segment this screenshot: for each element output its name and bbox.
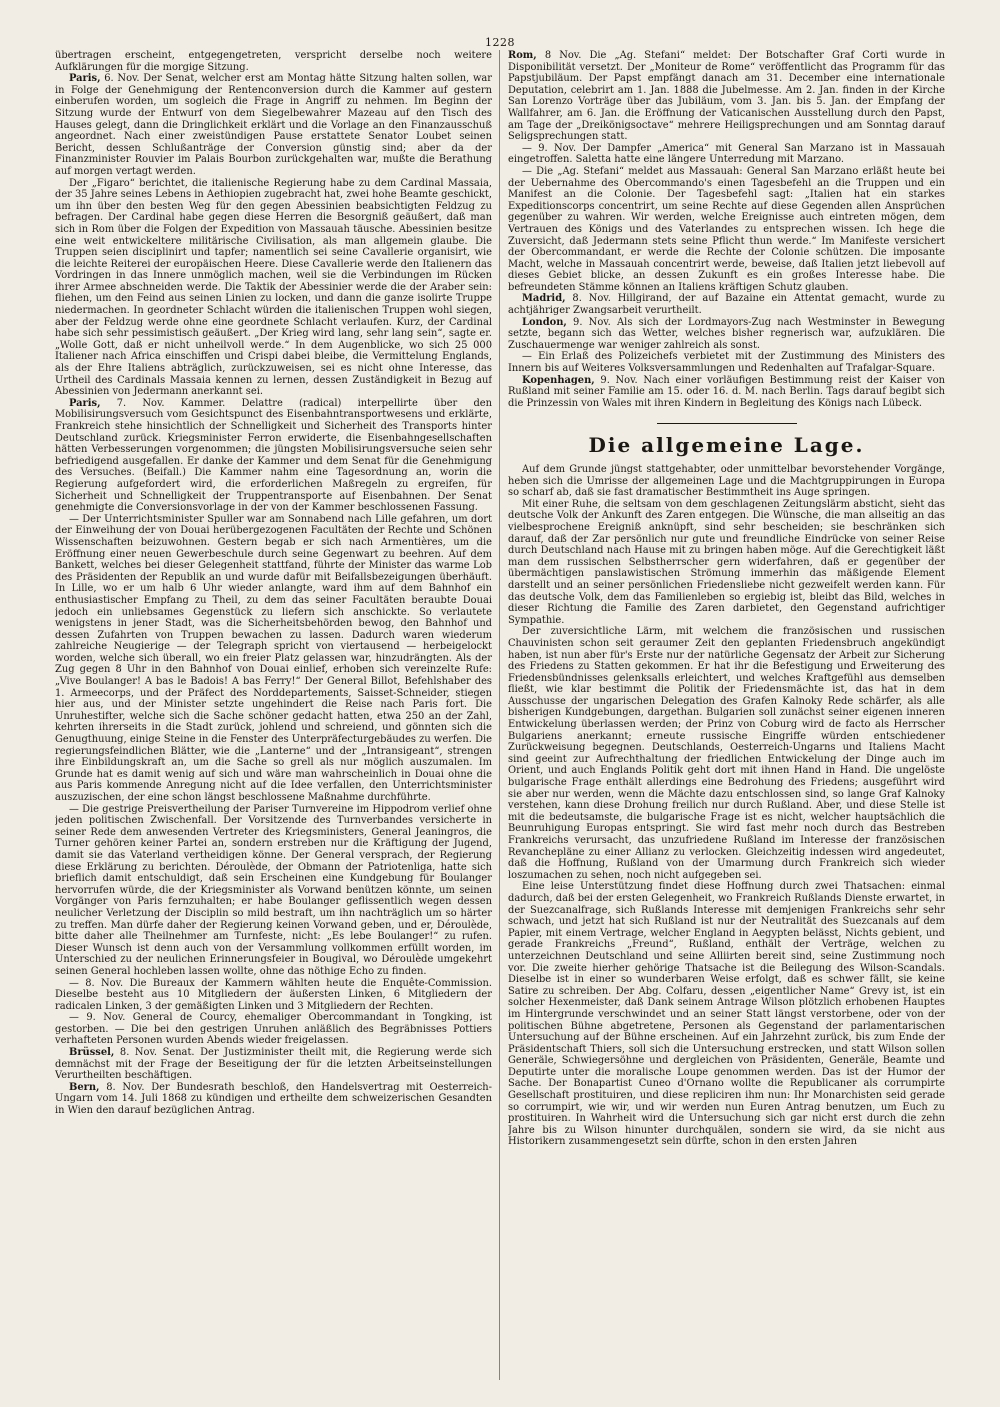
dispatch-london [508,317,945,352]
dateline-city: Bern, [69,1081,100,1093]
dateline-city: London, [522,316,567,328]
dispatch-madrid [508,293,945,316]
dateline-city: Paris, [69,397,101,409]
dispatch-text: 9. Nov. Nach einer vorläufigen Bestimmung reist der Kaiser von Rußland mit seiner Familie am 15. oder 16. d. M. nach Berlin. Tags darauf begibt sich die Prinzessin von Wales mit ihren Kindern in Begleitung des Königs nach Lübeck. [508,374,945,409]
dateline-city: Paris, [69,73,101,85]
dispatch-text: 8 Nov. Die „Ag. Stefani“ meldet: Der Botschafter Graf Corti wurde in Disponibilität versetzt. Der „Moniteur de Rome“ veröffentlicht das Programm für das Papstjubiläum. Der Papst empfängt danach am 31. December eine internationale Deputation, celebrirt am 1. Jan. 1888 die Jubelmesse. Am 2. Jan. finden in der Kirche San Lorenzo Vorträge über das Jubiläum, vom 3. Jan. bis 5. Jan. der Empfang der Wallfahrer, am 6. Jan. die Eröffnung der Vaticanischen Ausstellung durch den Papst, am Tage der „Dreikönigsoctave“ mehrere Heiligsprechungen und am Sonntag darauf Seligsprechungen statt. [508,50,945,143]
paragraph: — 9. Nov. General de Courcy, ehemaliger Obercommandant in Tongking, ist gestorben. — Die bei den gestrigen Unruhen anläßlich des Begräbnisses Pottiers verhafteten Personen wurden Abends wieder freigelassen. [55,1012,492,1047]
dispatch-rom [508,50,945,143]
paragraph: übertragen erscheint, entgegengetreten, verspricht derselbe noch weitere Aufklärungen für die morgige Sitzung. [55,50,492,73]
paragraph: — 9. Nov. Der Dampfer „America“ mit General San Marzano ist in Massauah eingetroffen. Saletta hatte eine längere Unterredung mit Marzano. [508,142,945,166]
dispatch-paris-2 [55,398,492,514]
column-divider [499,50,500,1380]
dateline-city: Rom, [508,50,537,61]
dispatch-text: 8. Nov. Senat. Der Justizminister theilt mit, die Regierung werde sich demnächst mit der Frage der Beseitigung der für die letzten Arbeitseinstellungen Verurtheilten beschäftigen. [55,1047,492,1082]
dispatch-text: 8. Nov. Der Bundesrath beschloß, den Handelsvertrag mit Oesterreich-Ungarn vom 14. Juli 1868 zu kündigen und ertheilte dem schweizerischen Gesandten in Wien den darauf bezüglichen Antrag. [55,1081,492,1117]
right-column [508,50,945,1380]
dispatch-bern [55,1082,492,1117]
dispatch-bruessel [55,1047,492,1082]
paragraph: Der zuversichtliche Lärm, mit welchem die französischen und russischen Chauvinisten schon seit geraumer Zeit den geplanten Friedensbruch angekündigt haben, ist nun aber für's Erste nur der natürliche Gegensatz der Arbeit zur Sicherung des Friedens zu Statten gekommen. Er hat ihr die Befestigung und Erweiterung des Friedensbündnisses gelenksalls erleichtert, und welches Kraftgefühl aus demselben fließt, wie klar bestimmt die Politik der Friedensmächte ist, das hat in dem Ausschusse der ungarischen Delegation des Grafen Kalnoky Rede schärfer, als alle bisherigen Kundgebungen, dargethan. Bulgarien soll zunächst seiner eigenen inneren Entwickelung überlassen werden; der Prinz von Coburg wird de facto als Herrscher Bulgariens anerkannt; erneute russische Eingriffe würden entschiedener Zurückweisung begegnen. Deutschlands, Oesterreich-Ungarns und Italiens Macht sind geeint zur Aufrechthaltung der friedlichen Entwickelung der Dinge auch im Orient, und auch Englands Politik geht dort mit ihnen Hand in Hand. Die ungelöste bulgarische Frage enthält allerdings eine Bedrohung des Friedens; ausgeführt wird sie aber nur werden, wenn die Mächte dazu entschlossen sind, so lange Graf Kalnoky verstehen, kann diese Drohung freilich nur durch Rußland. Aber, und diese Stelle ist mit die bedeutsamste, die bulgarische Frage ist es nicht, welcher hauptsächlich die Beunruhigung Europas entspringt. Sie wird fast mehr noch durch das Bestreben Frankreichs verursacht, das unzufriedene Rußland im Interesse der französischen Revanchepläne zu einer Allianz zu verlocken. Gleichzeitig indessen wird angedeutet, daß die Hoffnung, Rußland von der Umarmung durch Frankreich sich wieder loszumachen zu sehen, noch nicht aufgegeben sei. [508,626,945,881]
dispatch-text: 6. Nov. Der Senat, welcher erst am Montag hätte Sitzung halten sollen, war in Folge der Genehmigung der Rentenconversion durch die Kammer auf gestern einberufen worden, um sogleich die Frage in Angriff zu nehmen. Im Beginn der Sitzung wurde der Entwurf von dem Siegelbewahrer Mazeau auf den Tisch des Hauses gelegt, dann die Dringlichkeit erklärt und die Vorlage an den Finanzausschuß angeordnet. Nach einer zweistündigen Pause erstattete Senator Loubet seinen Bericht, dessen Schlußanträge der Conversion günstig sind; aber da der Finanzminister Rouvier im Palais Bourbon zurückgehalten war, mußte die Berathung auf morgen vertagt werden. [55,73,492,177]
dateline-city: Kopenhagen, [522,374,595,386]
paragraph: — Der Unterrichtsminister Spuller war am Sonnabend nach Lille gefahren, um dort der Einweihung der von Douai herübergezogenen Facultäten der Rechte und Schönen Wissenschaften beizuwohnen. Gestern begab er sich nach Armentières, um die Eröffnung einer neuen Gewerbeschule durch seine Gegenwart zu beehren. Auf dem Bankett, welches bei dieser Gelegenheit stattfand, führte der Minister das warme Lob des Präsidenten der Republik an und wurde dafür mit Beifallsbezeigungen überhäuft. In Lille, wo er um halb 6 Uhr wieder anlangte, ward ihm auf dem Bahnhof ein enthusiastischer Empfang zu Theil, zu dem das seiner Facultäten beraubte Douai jedoch ein unliebsames Gegenstück zu liefern sich anschickte. So verlautete wenigstens in jener Stadt, was die Sicherheitsbehörden bewog, den Bahnhof und dessen Zufahrten von Truppen bewachen zu lassen. Dadurch waren wiederum zahlreiche Neugierige — der Telegraph spricht von viertausend — herbeigelockt worden, welche sich überall, wo ein freier Platz gelassen war, hinzudrängten. Als der Zug gegen 8 Uhr in den Bahnhof von Douai einlief, erhoben sich vereinzelte Rufe: „Vive Boulanger! A bas le Badois! A bas Ferry!“ Der General Billot, Befehlshaber des 1. Armeecorps, und der Präfect des Norddepartements, Saisset-Schneider, stiegen hier aus, und der Minister setzte ungehindert die Reise nach Paris fort. Die Unruhestifter, welche sich die Sache schöner gedacht hatten, etwa 250 an der Zahl, kehrten ihrerseits in die Stadt zurück, johlend und schreiend, und gönnten sich die Genugthuung, einige Steine in die Fenster des Unterpräfecturgebäudes zu werfen. Die regierungsfeindlichen Blätter, wie die „Lanterne“ und der „Intransigeant“, strengen ihre Einbildungskraft an, um die Sache so grell als nur möglich auszumalen. Im Grunde hat es damit wenig auf sich und wäre man wahrscheinlich in Douai ohne die aus Paris kommende Anregung nicht auf die Idee verfallen, den Unterrichtsminister auszuzischen, der eine schon längst beschlossene Maßnahme durchführte. [55,513,492,803]
paragraph: Mit einer Ruhe, die seltsam von dem geschlagenen Zeitungslärm absticht, sieht das deutsche Volk der Ankunft des Zaren entgegen. Die Wünsche, die man allseitig an das vielbesprochene Ereigniß anknüpft, sind sehr bescheiden; sie beschränken sich darauf, daß der Zar persönlich nur gute und freundliche Eindrücke von seiner Reise durch Deutschland nach Hause mit zu bringen haben möge. Auf die Gerechtigkeit läßt man dem russischen Selbstherrscher gern widerfahren, daß er gegenüber der übermächtigen panslawistischen Strömung immerhin das mäßigende Element darstellt und an seiner persönlichen Friedensliebe nicht gezweifelt werden kann. Für das deutsche Volk, dem das Familienleben so ergiebig ist, bleibt das Bild, welches in dieser Richtung die Familie des Zaren darbietet, den Gegenstand aufrichtiger Sympathie. [508,498,945,626]
dateline-city: Madrid, [522,293,566,305]
paragraph: Auf dem Grunde jüngst stattgehabter, oder unmittelbar bevorstehender Vorgänge, heben sich die Umrisse der allgemeinen Lage und die Machtgruppirungen in Europa so scharf ab, daß sie fast dramatischer Bestimmtheit ins Auge springen. [508,464,945,499]
dispatch-kopenhagen [508,375,945,410]
paragraph: Der „Figaro“ berichtet, die italienische Regierung habe zu dem Cardinal Massaia, der 35 Jahre seines Lebens in Aethiopien zugebracht hat, zwei hohe Beamte geschickt, um ihn über den besten Weg für den gegen Abessinien beabsichtigten Feldzug zu befragen. Der Cardinal habe gegen diese Herren die Besorgniß geäußert, daß man sich in Rom über die Folgen der Expedition von Massauah täusche. Abessinien besitze eine weit entwickeltere militärische Civilisation, als man allgemein glaube. Die Truppen seien disciplinirt und tapfer; namentlich sei seine Cavallerie organisirt, wie die leichte Reiterei der europäischen Heere. Diese Cavallerie werde den Italienern das Vordringen in das Innere unmöglich machen, weil sie die Verbindungen im Rücken ihrer Armee abschneiden werde. Die Taktik der Abessinier werde die der Araber sein: fliehen, um den Feind aus seinen Linien zu locken, und dann die ganze isolirte Truppe niedermachen. In geordneter Schlacht würden die italienischen Truppen wohl siegen, aber der Feldzug werde ohne eine geordnete Schlacht verlaufen. Kurz, der Cardinal habe sich sehr pessimistisch geäußert. „Der Krieg wird lang, sehr lang sein“, sagte er. „Wolle Gott, daß er nicht unheilvoll werde.“ In dem Augenblicke, wo sich 25 000 Italiener nach Africa einschiffen und Crispi dabei bleibe, die Vermittelung Englands, als der Ehre Italiens abträglich, zurückzuweisen, sei es nicht ohne Interesse, das Urtheil des Cardinals Massaia kennen zu lernen, dessen Zuständigkeit in Bezug auf Abessinien von Jedermann anerkannt sei. [55,177,492,398]
dateline-city: Brüssel, [69,1047,115,1059]
paragraph: Eine leise Unterstützung findet diese Hoffnung durch zwei Thatsachen: einmal dadurch, daß bei der ersten Gelegenheit, wo Frankreich Rußlands Dienste erwartet, in der Suezcanalfrage, sich Rußlands Interesse mit demjenigen Frankreichs sehr sehr schwach, und jetzt hat sich Rußland ist nur der Neutralität des Suezcanals auf dem Papier, mit einem Vertrage, welcher England in Aegypten belässt, Nichts gebient, und gerade Frankreichs „Freund“, Rußland, enthält der Verträge, welchen zu unterzeichnen Deutschland und seine Alliirten bereit sind, seine Zustimmung noch vor. Die zweite hierher gehörige Thatsache ist die Beilegung des Wilson-Scandals. Dieselbe ist in einer so wunderbaren Weise erfolgt, daß es schwer fällt, sie keine Satire zu schreiben. Der Abg. Colfaru, dessen „eigentlicher Name“ Grevy ist, ist ein solcher Hexenmeister, daß Dank seinem Antrage Wilson plötzlich erhobenen Hauptes im Hintergrunde verschwindet und an seiner Statt längst verstorbene, oder von der politischen Bühne abgetretene, Personen als Gegenstand der parlamentarischen Untersuchung auf der Bühne erscheinen. Auf ein Jahrzehnt zurück, bis zum Ende der Präsidentschaft Thiers, soll sich die Untersuchung erstrecken, und statt Wilson sollen Generäle, Schwiegersöhne und dergleichen von Präsidenten, Generäle, Beamte und Deputirte unter die moralische Loupe genommen werden. Das ist der Humor der Sache. Der Bonapartist Cuneo d'Ornano wollte die Republicaner als corrumpirte Gesellschaft prostituiren, und diese repliciren ihm nun: Ihr Monarchisten seid gerade so corrumpirt, wie wir, und wir werden nun Euren Antrag benutzen, um Euch zu prostituiren. In Wahrheit wird die Untersuchung sich gar nicht erst durch die zehn Jahre bis zu Wilson hinunter durchquälen, sondern sie wird, da sie nicht aus Historikern zusammengesetzt sein dürfte, schon in den ersten Jahren [508,881,945,1148]
left-column [55,50,492,1380]
paragraph: — Die „Ag. Stefani“ meldet aus Massauah: General San Marzano erläßt heute bei der Uebernahme des Obercommando's einen Tagesbefehl an die Truppen und ein Manifest an die Colonie. Der Tagesbefehl sagt: „Italien hat ein starkes Expeditionscorps concentrirt, um seine Rechte auf diese Gegenden allen Ansprüchen gegenüber zu wahren. Wir werden, welche Ereignisse auch eintreten mögen, dem Vertrauen des Königs und des Vaterlandes zu entsprechen wissen. Ich hege die Zuversicht, daß Jedermann stets seine Pflicht thun werde.“ Im Manifeste versichert der Obercommandant, er werde die Rechte der Colonie schützen. Die imposante Macht, welche in Massauah concentrirt werde, beweise, daß Italien jetzt liebevoll auf dieses Gebiet blicke, an dessen Zukunft es ein großes Interesse habe. Die befreundeten Stämme können an Italiens kräftigen Schutz glauben. [508,165,945,293]
paragraph: — Die gestrige Preisvertheilung der Pariser Turnvereine im Hippodrom verlief ohne jeden politischen Zwischenfall. Der Vorsitzende des Turnverbandes versicherte in seiner Rede dem anwesenden Vertreter des Kriegsministers, General Jeaningros, die Turner gehören keiner Partei an, sondern erstreben nur die Kräftigung der Jugend, damit sie das Vaterland vertheidigen könne. Der General versprach, der Regierung diese Erklärung zu berichten. Déroulède, der Obmann der Patriotenliga, hatte sich brieflich damit entschuldigt, daß sein Erscheinen eine Kundgebung für Boulanger hervorrufen würde, die der Kriegsminister als Vorwand benützen könnte, um seinen Vorgänger von Paris fernzuhalten; er habe Boulanger geflissentlich wegen dessen neulicher Verletzung der Disciplin so mild bestraft, um ihn nachträglich um so härter zu treffen. Man dürfe daher der Regierung keinen Vorwand geben, und er, Déroulède, bitte daher alle Theilnehmer am Turnfeste, nicht: „Es lebe Boulanger!“ zu rufen. Dieser Wunsch ist denn auch von der Versammlung vollkommen erfüllt worden, im Unterschied zu der neulichen Erinnerungsfeier in Bougival, wo Déroulède umgekehrt seinen General hochleben lassen wollte, ohne das nöthige Echo zu finden. [55,803,492,977]
dispatch-text: 8. Nov. Hillgirand, der auf Bazaine ein Attentat gemacht, wurde zu achtjähriger Zwangsarbeit verurtheilt. [508,293,945,317]
dispatch-paris-1 [55,73,492,177]
paragraph: — Ein Erlaß des Polizeichefs verbietet mit der Zustimmung des Ministers des Innern bis auf Weiteres Volksversammlungen und Redenhalten auf Trafalgar-Square. [508,351,945,375]
dispatch-text: 7. Nov. Kammer. Delattre (radical) interpellirte über den Mobilisirungsversuch vom Gesichtspunct des Eisenbahntransportwesens und erklärte, Frankreich stehe hinsichtlich der Schnelligkeit und Sicherheit des Transports hinter Deutschland zurück. Kriegsminister Ferron erwiderte, die Eisenbahngesellschaften hätten Verbesserungen vorgenommen; die jüngsten Mobilisirungsversuche seien sehr befriedigend ausgefallen. Er danke der Kammer und dem Senat für die Genehmigung des Versuches. (Beifall.) Die Kammer nahm eine Tagesordnung an, worin die Regierung aufgefordert wird, die erforderlichen Maßregeln zu ergreifen, für Sicherheit und Schnelligkeit der Truppentransporte auf Eisenbahnen. Der Senat genehmigte die Conversionsvorlage in der von der Kammer beschlossenen Fassung. [55,397,492,514]
article-heading: Die allgemeine Lage. [588,433,865,458]
section-divider [657,423,797,424]
paragraph: — 8. Nov. Die Bureaux der Kammern wählten heute die Enquête-Commission. Dieselbe besteht aus 10 Mitgliedern der äußersten Linken, 6 Mitgliedern der radicalen Linken, 3 der gemäßigten Linken und 3 Mitgliedern der Rechten. [55,977,492,1012]
dispatch-text: 9. Nov. Als sich der Lordmayors-Zug nach Westminster in Bewegung setzte, begann sich das Wetter, welches bisher regnerisch war, aufzuklären. Die Zuschauermenge war weniger zahlreich als sonst. [508,316,945,351]
page-number: 1228 [485,36,515,49]
